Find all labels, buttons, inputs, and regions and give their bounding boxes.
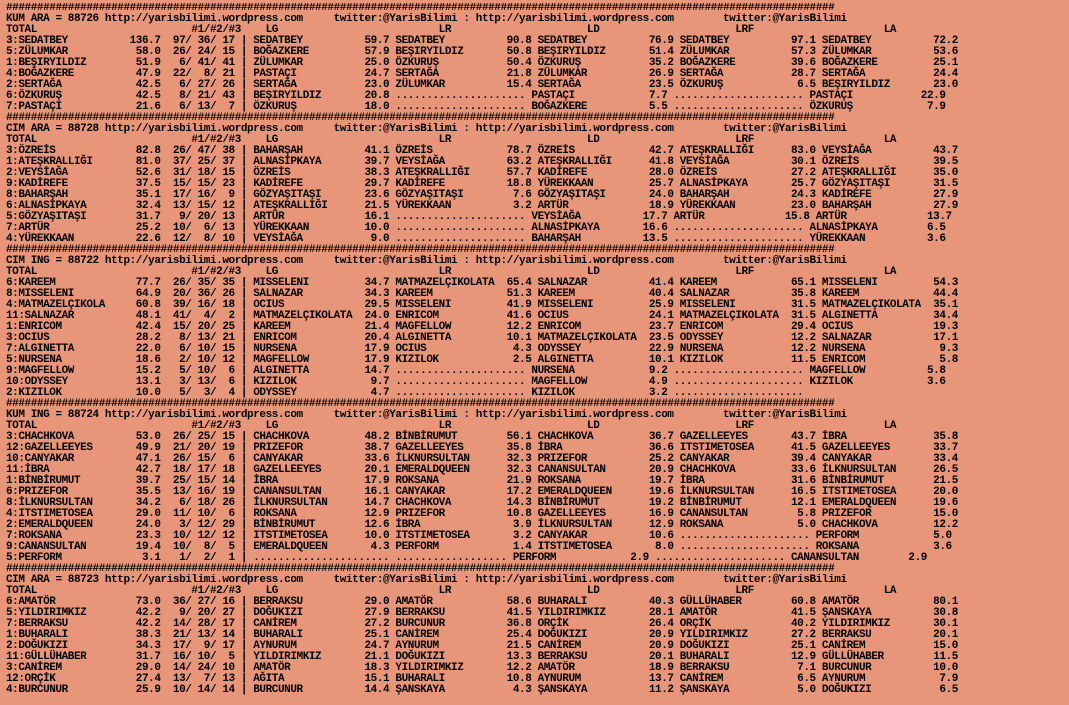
- data-row: 2:EMERALDQUEEN 24.0 3/ 12/ 29 | BİNBİRUMUT 12.6 İBRA 3.9 İLKNURSULTAN 12.9 ROKSANA 5.0 CHACHKOVA 12.2: [6, 519, 958, 531]
- data-row: 5:GÖZYAŞITAŞI 31.7 9/ 20/ 13 | ARTÜR 16.1 ..................... VEYSİAĞA 17.7 ARTÜR 15.8 ARTÜR 13.7: [6, 211, 952, 223]
- data-row: 1:BUHARALI 38.3 21/ 13/ 14 | BUHARALI 25.1 CANİREM 25.4 DOĞUKIZI 20.9 YILDIRIMKIZ 27.2 BERRAKSU 20.1: [6, 629, 958, 641]
- data-row: 1:BEŞIRYILDIZ 51.9 6/ 41/ 41 | ZÜLUMKAR 25.0 ÖZKURUŞ 50.4 ÖZKURUŞ 35.2 BOĞAZKERE 39.6 BOĞAZKERE 25.1: [6, 57, 958, 69]
- column-header-line: TOTAL #1/#2/#3 LG LR LD LRF LA: [6, 420, 897, 432]
- separator-line: ######################################################################################################################################: [6, 398, 835, 410]
- data-row: 4:MATMAZELÇIKOLA 60.8 39/ 16/ 18 | OCIUS 29.5 MISSELENI 41.9 MISSELENI 25.9 MISSELENI 31.5 MATMAZELÇIKOLATA 35.1: [6, 299, 958, 311]
- data-row: 5:ZÜLUMKAR 58.0 26/ 24/ 15 | BOĞAZKERE 57.9 BEŞIRYILDIZ 50.8 BEŞIRYILDIZ 51.4 ZÜLUMKAR 57.3 ZÜLUMKAR 53.6: [6, 46, 958, 58]
- separator-line: ######################################################################################################################################: [6, 244, 835, 256]
- separator-line: ######################################################################################################################################: [6, 112, 835, 124]
- data-row: 8:BAHARŞAH 35.1 17/ 16/ 9 | GÖZYAŞITAŞI 23.6 GÖZYAŞITAŞI 7.6 GÖZYAŞITAŞI 24.0 BAHARŞAH 24.3 KADİREFE 27.9: [6, 189, 958, 201]
- race-header-line: CIM ING = 88722 http://yarisbilimi.wordpress.com twitter:@YarisBilimi : http://yarisbilimi.wordpress.com twitter:@YarisBilimi: [6, 255, 847, 267]
- data-row: 10:CANYAKAR 47.1 26/ 15/ 6 | CANYAKAR 33.6 İLKNURSULTAN 32.3 PRIZEFOR 25.2 CANYAKAR 39.4 CANYAKAR 33.4: [6, 453, 958, 465]
- data-row: 7:ALGINETTA 22.0 6/ 10/ 15 | NURSENA 17.9 OCIUS 4.3 ODYSSEY 22.9 NURSENA 12.2 NURSENA 9.3: [6, 343, 958, 355]
- data-row: 2:SERTAĞA 42.5 6/ 27/ 26 | SERTAĞA 23.0 ZÜLUMKAR 15.4 SERTAĞA 23.5 ÖZKURUŞ 6.5 BEŞIRYILDIZ 23.0: [6, 79, 958, 91]
- data-row: 6:ÖZKURUŞ 42.5 8/ 21/ 43 | BEŞIRYILDIZ 20.8 ..................... PASTAÇI 7.7 ..................... PASTAÇI 22.9: [6, 90, 946, 102]
- data-row: 3:OCIUS 28.2 8/ 13/ 21 | ENRICOM 20.4 ALGINETTA 10.1 MATMAZELÇIKOLATA 23.5 ODYSSEY 12.2 SALNAZAR 17.1: [6, 332, 958, 344]
- column-header-line: TOTAL #1/#2/#3 LG LR LD LRF LA: [6, 266, 897, 278]
- separator-line: ######################################################################################################################################: [6, 563, 835, 575]
- column-header-line: TOTAL #1/#2/#3 LG LR LD LRF LA: [6, 585, 897, 597]
- data-row: 2:VEYSİAĞA 52.6 31/ 18/ 15 | ÖZREİS 38.3 ATEŞKRALLIĞI 57.7 KADİREFE 28.0 ÖZREİS 27.2 ATEŞKRALLIĞI 35.0: [6, 167, 958, 179]
- data-row: 11:İBRA 42.7 18/ 17/ 18 | GAZELLEEYES 20.1 EMERALDQUEEN 32.3 CANANSULTAN 20.9 CHACHKOVA 33.6 İLKNURSULTAN 26.5: [6, 464, 958, 476]
- data-row: 1:ENRICOM 42.4 15/ 20/ 25 | KAREEM 21.4 MAGFELLOW 12.2 ENRICOM 23.7 ENRICOM 29.4 OCIUS 19.3: [6, 321, 958, 333]
- separator-line: ######################################################################################################################################: [6, 3, 835, 14]
- data-row: 9:MAGFELLOW 15.2 5/ 10/ 6 | ALGINETTA 14.7 ..................... NURSENA 9.2 ..................... MAGFELLOW 5.8: [6, 365, 946, 377]
- race-report-document: [6, 3, 1066, 703]
- data-row: 7:PASTAÇI 21.6 6/ 13/ 7 | ÖZKURUŞ 18.0 ..................... BOĞAZKERE 5.5 ..................... ÖZKURUŞ 7.9: [6, 101, 946, 113]
- race-header-line: KUM ING = 88724 http://yarisbilimi.wordpress.com twitter:@YarisBilimi : http://yarisbilimi.wordpress.com twitter:@YarisBilimi: [6, 409, 847, 421]
- data-row: 2:KIZILOK 10.0 5/ 3/ 4 | ODYSSEY 4.7 ..................... KIZILOK 3.2 .....................: [6, 387, 804, 399]
- data-row: 4:ITSTIMETOSEA 29.0 11/ 10/ 6 | ROKSANA 12.9 PRIZEFOR 10.8 GAZELLEEYES 16.9 CANANSULTAN 5.8 PRIZEFOR 15.0: [6, 508, 958, 520]
- column-header-line: TOTAL #1/#2/#3 LG LR LD LRF LA: [6, 134, 897, 146]
- data-row: 5:PERFORM 3.1 1/ 2/ 1 | ...................... .................. PERFORM 2.9 ..................... CANANSULTAN 2.9: [6, 552, 927, 564]
- data-row: 6:AMATÖR 73.0 36/ 27/ 16 | BERRAKSU 29.0 AMATÖR 58.6 BUHARALI 40.3 GÜLLÜHABER 60.8 AMATÖR 80.1: [6, 596, 958, 608]
- data-row: 3:CANİREM 29.0 14/ 24/ 10 | AMATÖR 18.3 YILDIRIMKIZ 12.2 AMATÖR 18.9 BERRAKSU 7.1 BURCUNUR 10.0: [6, 662, 958, 674]
- data-row: 9:CANANSULTAN 19.4 10/ 8/ 5 | EMERALDQUEEN 4.3 PERFORM 1.4 ITSTIMETOSEA 8.0 ..................... ROKSANA 3.6: [6, 541, 952, 553]
- data-row: 3:ÖZREİS 82.8 26/ 47/ 38 | BAHARŞAH 41.1 ÖZREİS 78.7 ÖZREİS 42.7 ATEŞKRALLIĞI 83.0 VEYSİAĞA 43.7: [6, 145, 958, 157]
- data-row: 4:YÜREKKAAN 22.6 12/ 8/ 10 | VEYSİAĞA 9.0 ..................... BAHARŞAH 13.5 ..................... YÜREKKAAN 3.6: [6, 233, 946, 245]
- data-row: 1:ATEŞKRALLIĞI 81.0 37/ 25/ 37 | ALNASİPKAYA 39.7 VEYSİAĞA 63.2 ATEŞKRALLIĞI 41.8 VEYSİAĞA 30.1 ÖZREİS 39.5: [6, 156, 958, 168]
- data-row: 6:ALNASİPKAYA 32.4 13/ 15/ 12 | ATEŞKRALLIĞI 21.5 YÜREKKAAN 3.2 ARTÜR 18.9 YÜREKKAAN 23.0 BAHARŞAH 27.9: [6, 200, 958, 212]
- data-row: 12:ORÇİK 27.4 13/ 7/ 13 | AĞITA 15.1 BUHARALI 10.8 AYNURUM 13.7 CANİREM 6.5 AYNURUM 7.9: [6, 673, 958, 685]
- data-row: 9:KADİREFE 37.5 15/ 15/ 23 | KADİREFE 29.7 KADİREFE 18.8 YÜREKKAAN 25.7 ALNASİPKAYA 25.7 GÖZYAŞITAŞI 31.5: [6, 178, 958, 190]
- data-row: 11:SALNAZAR 48.1 41/ 4/ 2 | MATMAZELÇIKOLATA 24.0 ENRICOM 41.6 OCIUS 24.1 MATMAZELÇIKOLATA 31.5 ALGINETTA 34.4: [6, 310, 958, 322]
- data-row: 12:GAZELLEEYES 49.9 21/ 20/ 19 | PRIZEFOR 38.7 GAZELLEEYES 35.8 İBRA 36.6 ITSTIMETOSEA 41.5 GAZELLEEYES 33.7: [6, 442, 958, 454]
- column-header-line: TOTAL #1/#2/#3 LG LR LD LRF LA: [6, 24, 897, 36]
- data-row: 7:ROKSANA 23.3 10/ 12/ 12 | ITSTIMETOSEA 10.0 ITSTIMETOSEA 3.2 CANYAKAR 10.6 ..................... PERFORM 5.0: [6, 530, 952, 542]
- data-row: 6:PRIZEFOR 35.5 13/ 16/ 19 | CANANSULTAN 16.1 CANYAKAR 17.2 EMERALDQUEEN 19.6 İLKNURSULTAN 16.5 ITSTIMETOSEA 20.0: [6, 486, 958, 498]
- data-row: 3:CHACHKOVA 53.0 26/ 25/ 15 | CHACHKOVA 48.2 BİNBİRUMUT 56.1 CHACHKOVA 36.7 GAZELLEEYES 43.7 İBRA 35.8: [6, 431, 958, 443]
- race-header-line: CIM ARA = 88728 http://yarisbilimi.wordpress.com twitter:@YarisBilimi : http://yarisbilimi.wordpress.com twitter:@YarisBilimi: [6, 123, 847, 135]
- data-row: 1:BİNBİRUMUT 39.7 25/ 15/ 14 | İBRA 17.9 ROKSANA 21.9 ROKSANA 19.7 İBRA 31.6 BİNBİRUMUT 21.5: [6, 475, 958, 487]
- data-row: 6:KAREEM 77.7 26/ 35/ 35 | MISSELENI 34.7 MATMAZELÇIKOLATA 65.4 SALNAZAR 41.4 KAREEM 65.1 MISSELENI 54.3: [6, 277, 958, 289]
- race-header-line: CIM ARA = 88723 http://yarisbilimi.wordpress.com twitter:@YarisBilimi : http://yarisbilimi.wordpress.com twitter:@YarisBilimi: [6, 574, 847, 586]
- data-row: 10:ODYSSEY 13.1 3/ 13/ 6 | KIZILOK 9.7 ..................... MAGFELLOW 4.9 ..................... KIZILOK 3.6: [6, 376, 946, 388]
- data-row: 2:DOĞUKIZI 34.3 17/ 9/ 17 | AYNURUM 24.7 AYNURUM 21.5 CANİREM 20.9 DOĞUKIZI 25.1 CANİREM 15.0: [6, 640, 958, 652]
- data-row: 7:ARTÜR 25.2 10/ 6/ 13 | YÜREKKAAN 10.0 ..................... ALNASİPKAYA 16.6 ..................... ALNASİPKAYA 6.5: [6, 222, 946, 234]
- data-row: 7:BERRAKSU 42.2 14/ 28/ 17 | CANİREM 27.2 BURCUNUR 36.8 ORÇİK 26.4 ORÇİK 40.2 YILDIRIMKIZ 30.1: [6, 618, 958, 630]
- data-row: 4:BURCUNUR 25.9 10/ 14/ 14 | BURCUNUR 14.4 ŞANSKAYA 4.3 ŞANSKAYA 11.2 ŞANSKAYA 5.0 DOĞUKIZI 6.5: [6, 684, 958, 696]
- data-row: 4:BOĞAZKERE 47.9 22/ 8/ 21 | PASTAÇI 24.7 SERTAĞA 21.8 ZÜLUMKAR 26.9 SERTAĞA 28.7 SERTAĞA 24.4: [6, 68, 958, 80]
- data-row: 11:GÜLLÜHABER 31.7 16/ 10/ 5 | YILDIRIMKIZ 21.1 DOĞUKIZI 13.3 BERRAKSU 20.1 BUHARALI 12.9 GÜLLÜHABER 11.5: [6, 651, 958, 663]
- race-header-line: KUM ARA = 88726 http://yarisbilimi.wordpress.com twitter:@YarisBilimi : http://yarisbilimi.wordpress.com twitter:@YarisBilimi: [6, 13, 847, 25]
- data-row: 5:YILDIRIMKIZ 42.2 9/ 20/ 27 | DOĞUKIZI 27.9 BERRAKSU 41.5 YILDIRIMKIZ 28.1 AMATÖR 41.5 ŞANSKAYA 30.8: [6, 607, 958, 619]
- data-row: 5:NURSENA 18.6 2/ 10/ 12 | MAGFELLOW 17.9 KIZILOK 2.5 ALGINETTA 10.1 KIZILOK 11.5 ENRICOM 5.8: [6, 354, 958, 366]
- data-row: 3:SEDATBEY 136.7 97/ 36/ 17 | SEDATBEY 59.7 SEDATBEY 90.8 SEDATBEY 76.9 SEDATBEY 97.1 SEDATBEY 72.2: [6, 35, 958, 47]
- data-row: 8:MISSELENI 64.9 20/ 36/ 26 | SALNAZAR 34.3 KAREEM 51.3 KAREEM 40.4 SALNAZAR 35.8 KAREEM 44.4: [6, 288, 958, 300]
- data-row: 8:İLKNURSULTAN 34.2 6/ 18/ 26 | İLKNURSULTAN 14.7 CHACHKOVA 14.3 BİNBİRUMUT 19.2 BİNBİRUMUT 12.1 EMERALDQUEEN 19.6: [6, 497, 958, 509]
